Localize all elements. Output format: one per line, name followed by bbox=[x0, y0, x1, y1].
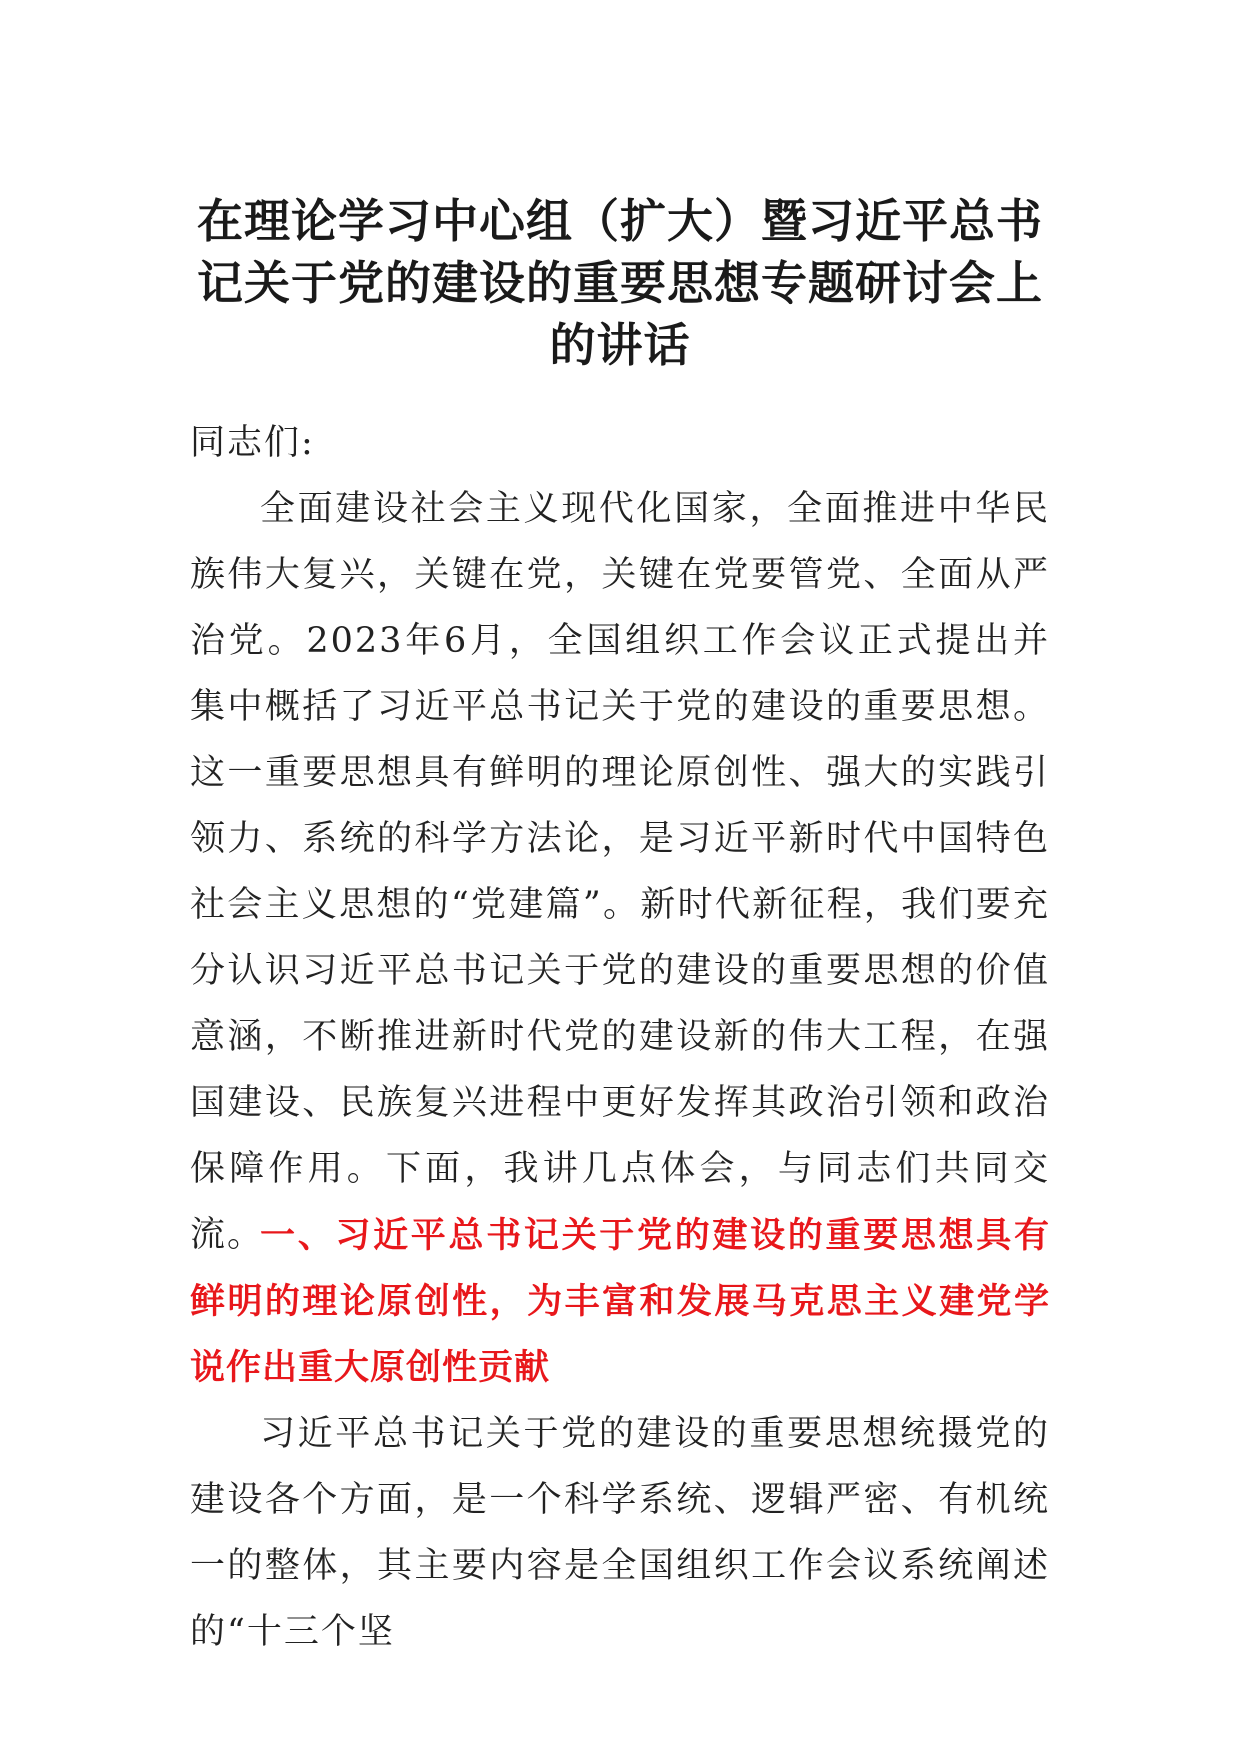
section-1-heading: 一、习近平总书记关于党的建设的重要思想具有鲜明的理论原创性，为丰富和发展马克思主义建党学说作出重大原创性贡献 bbox=[190, 1216, 1050, 1388]
intro-paragraph: 全面建设社会主义现代化国家，全面推进中华民族伟大复兴，关键在党，关键在党要管党、全面从严治党。2023年6月，全国组织工作会议正式提出并集中概括了习近平总书记关于党的建设的重要思想。这一重要思想具有鲜明的理论原创性、强大的实践引领力、系统的科学方法论，是习近平新时代中国特色社会主义思想的“党建篇”。新时代新征程，我们要充分认识习近平总书记关于党的建设的重要思想的价值意涵，不断推进新时代党的建设新的伟大工程，在强国建设、民族复兴进程中更好发挥其政治引领和政治保障作用。下面，我讲几点体会，与同志们共同交流。 bbox=[190, 489, 1050, 1255]
document-title: 在理论学习中心组（扩大）暨习近平总书记关于党的建设的重要思想专题研讨会上的讲话 bbox=[197, 194, 1043, 372]
section-1-paragraph: 习近平总书记关于党的建设的重要思想统摄党的建设各个方面，是一个科学系统、逻辑严密、有机统一的整体，其主要内容是全国组织工作会议系统阐述的“十三个坚 bbox=[190, 1414, 1050, 1652]
salutation: 同志们: bbox=[190, 423, 315, 463]
